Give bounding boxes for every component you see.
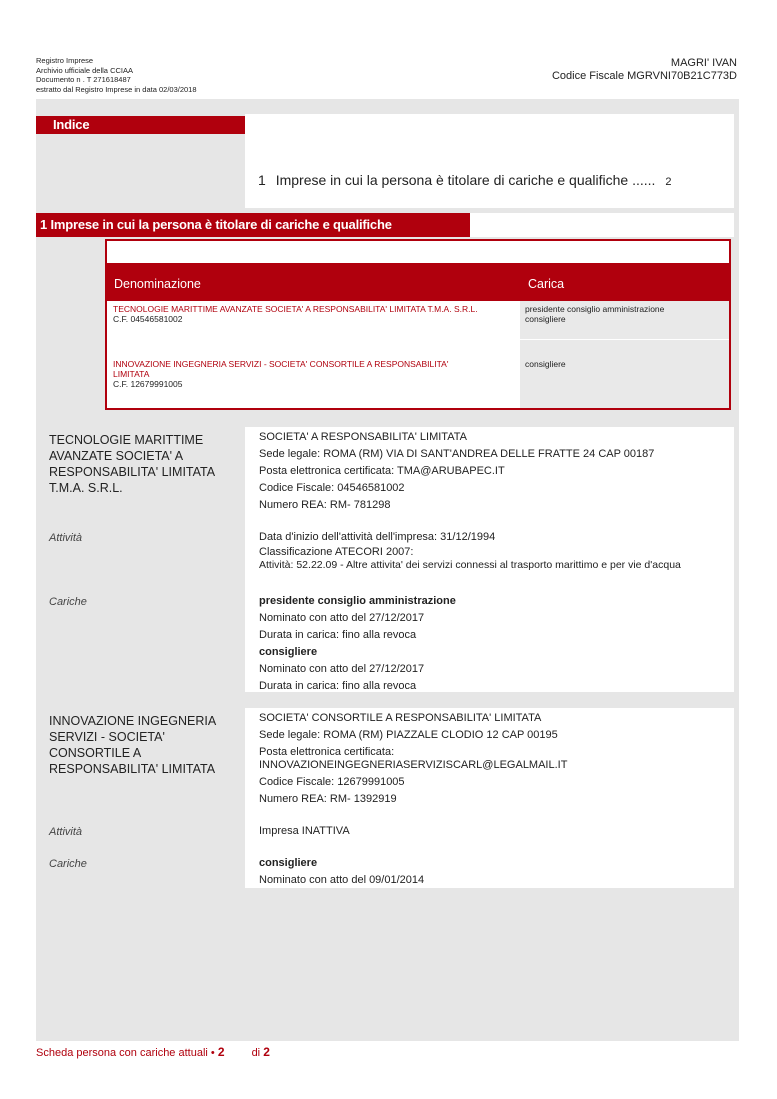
toc-entry-page: 2	[665, 176, 672, 188]
footer-text: Scheda persona con cariche attuali •	[36, 1047, 215, 1059]
table-header-row	[107, 263, 729, 301]
index-title: Indice	[53, 117, 90, 132]
company-pec: Posta elettronica certificata: TMA@ARUBAPEC.IT	[259, 465, 505, 477]
row-carica	[525, 359, 725, 369]
company-form: SOCIETA' A RESPONSABILITA' LIMITATA	[259, 431, 467, 443]
section-title: 1 Imprese in cui la persona è titolare di cariche e qualifiche	[40, 217, 392, 232]
index-title-bar	[36, 116, 245, 134]
carica-nominato: Nominato con atto del 27/12/2017	[259, 612, 425, 624]
company-cf: Codice Fiscale: 12679991005	[259, 776, 405, 788]
attivita-label: Attività	[49, 826, 83, 838]
row-company-name[interactable]: TECNOLOGIE MARITTIME AVANZATE SOCIETA' A RESPONSABILITA' LIMITATA T.M.A. S.R.L.	[113, 304, 478, 314]
attivita-description: Attività: 52.22.09 - Altre attivita' dei servizi connessi al trasporto marittimo e per vie d'acqua	[259, 559, 681, 571]
row-carica-line: presidente consiglio amministrazione	[525, 304, 665, 314]
company-pec-label: Posta elettronica certificata:	[259, 746, 395, 758]
registry-line: Documento n . T 271618487	[36, 75, 131, 84]
attivita-start: Data d'inizio dell'attività dell'impresa: 31/12/1994	[259, 531, 496, 543]
company-form: SOCIETA' CONSORTILE A RESPONSABILITA' LIMITATA	[259, 712, 542, 724]
cariche-label: Cariche	[49, 596, 87, 608]
companies-table	[105, 239, 731, 410]
company-2-cariche	[259, 855, 734, 889]
company-rea: Numero REA: RM- 1392919	[259, 793, 397, 805]
company-2-title: INNOVAZIONE INGEGNERIA SERVIZI - SOCIETA' CONSORTILE A RESPONSABILITA' LIMITATA	[49, 714, 216, 776]
registry-header	[36, 56, 197, 94]
company-sede: Sede legale: ROMA (RM) PIAZZALE CLODIO 12 CAP 00195	[259, 729, 558, 741]
carica-nominato: Nominato con atto del 09/01/2014	[259, 874, 425, 886]
row-carica-line: consigliere	[525, 314, 566, 324]
table-row[interactable]	[113, 304, 515, 324]
carica-role: consigliere	[259, 857, 318, 869]
company-cf: Codice Fiscale: 04546581002	[259, 482, 405, 494]
row-company-name[interactable]: INNOVAZIONE INGEGNERIA SERVIZI - SOCIETA' CONSORTILE A RESPONSABILITA' LIMITATA	[113, 359, 449, 379]
registry-line: estratto dal Registro Imprese in data 02/03/2018	[36, 84, 197, 94]
company-rea: Numero REA: RM- 781298	[259, 499, 391, 511]
row-carica-line: consigliere	[525, 359, 566, 369]
col-header-denominazione: Denominazione	[114, 277, 201, 291]
section-title-filler	[470, 213, 734, 237]
page-footer	[36, 1045, 270, 1059]
cariche-label: Cariche	[49, 858, 87, 870]
company-sede: Sede legale: ROMA (RM) VIA DI SANT'ANDREA DELLE FRATTE 24 CAP 00187	[259, 448, 655, 460]
company-1-attivita	[259, 529, 734, 572]
carica-role: presidente consiglio amministrazione	[259, 595, 456, 607]
company-1-cariche	[259, 593, 734, 695]
company-1-title: TECNOLOGIE MARITTIME AVANZATE SOCIETA' A RESPONSABILITA' LIMITATA T.M.A. S.R.L.	[49, 433, 215, 495]
footer-of: di	[251, 1047, 261, 1059]
toc-entry-number: 1	[258, 172, 266, 188]
person-header	[552, 57, 737, 83]
registry-line: Registro Imprese	[36, 56, 94, 65]
row-company-cf: C.F. 04546581002	[113, 314, 183, 324]
section-title-bar	[36, 213, 470, 237]
row-company-cf: C.F. 12679991005	[113, 379, 183, 389]
company-pec: INNOVAZIONEINGEGNERIASERVIZISCARL@LEGALMAIL.IT	[259, 759, 568, 771]
company-2-attivita: Impresa INATTIVA	[259, 825, 350, 837]
company-2-details	[259, 710, 734, 808]
attivita-label: Attività	[49, 532, 83, 544]
col-header-carica: Carica	[528, 277, 565, 291]
carica-role: consigliere	[259, 646, 318, 658]
person-name: MAGRI' IVAN	[670, 57, 737, 69]
index-white-area	[245, 114, 734, 208]
row-carica	[525, 304, 725, 324]
company-1-details	[259, 429, 734, 514]
toc-entry-text: Imprese in cui la persona è titolare di cariche e qualifiche ......	[275, 172, 656, 188]
carica-nominato: Nominato con atto del 27/12/2017	[259, 663, 425, 675]
carica-durata: Durata in carica: fino alla revoca	[259, 680, 417, 692]
table-row[interactable]	[113, 359, 473, 389]
footer-total-pages: 2	[263, 1045, 270, 1059]
attivita-ateco: Classificazione ATECORI 2007:	[259, 546, 414, 558]
carica-row-divider	[520, 339, 729, 340]
registry-line: Archivio ufficiale della CCIAA	[36, 65, 133, 75]
toc-entry[interactable]	[258, 172, 671, 188]
carica-durata: Durata in carica: fino alla revoca	[259, 629, 417, 641]
footer-page-number: 2	[217, 1045, 225, 1059]
person-tax-code: Codice Fiscale MGRVNI70B21C773D	[551, 70, 737, 82]
